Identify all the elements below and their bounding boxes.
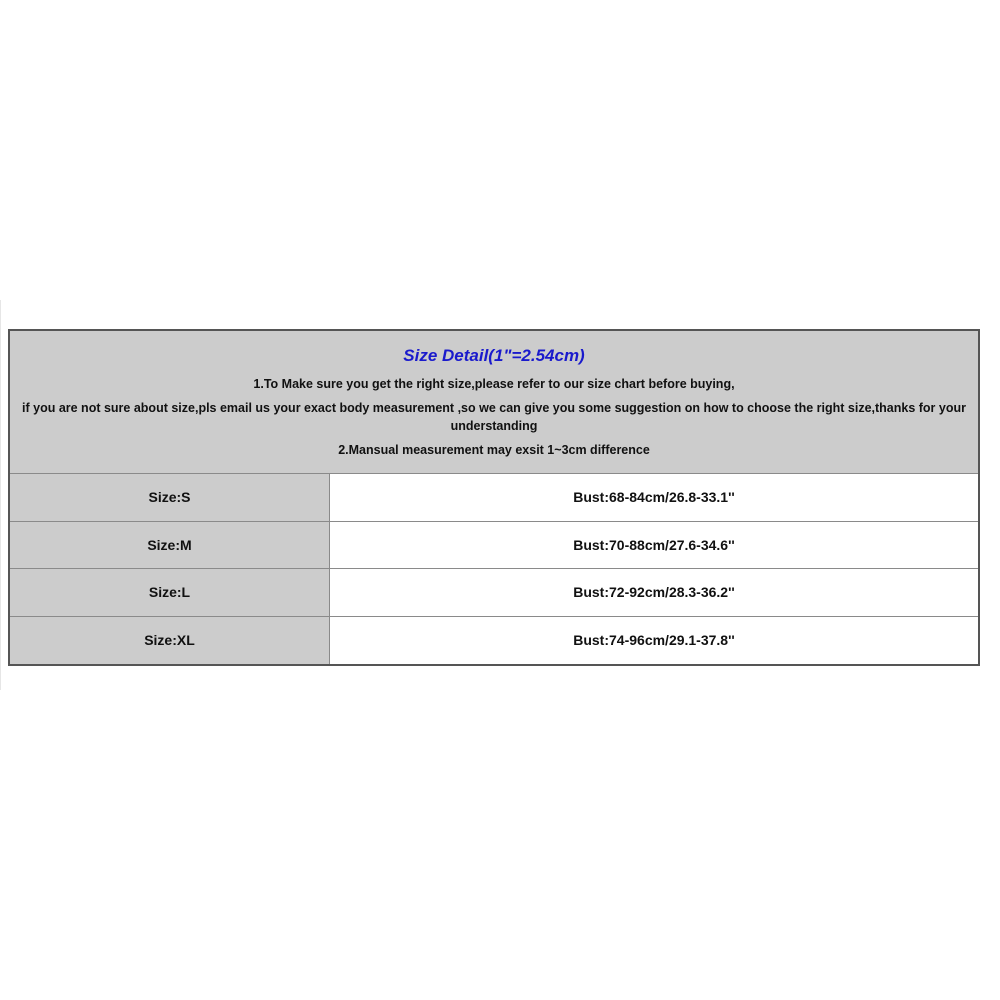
bust-cell: Bust:68-84cm/26.8-33.1'' (330, 474, 978, 521)
size-chart-note-1: 1.To Make sure you get the right size,please refer to our size chart before buying, (253, 377, 735, 391)
table-row (10, 522, 978, 570)
bust-cell: Bust:70-88cm/27.6-34.6'' (330, 522, 978, 569)
size-chart-note-2: if you are not sure about size,pls email us your exact body measurement ,so we can give you some suggestion on how to choose the right size,thanks for your understanding (22, 401, 966, 433)
bust-cell: Bust:72-92cm/28.3-36.2'' (330, 569, 978, 616)
table-row (10, 569, 978, 617)
bust-cell: Bust:74-96cm/29.1-37.8'' (330, 617, 978, 665)
size-chart-header (10, 331, 978, 474)
size-cell: Size:L (10, 569, 330, 616)
edge-line (0, 300, 1, 690)
size-chart-table (8, 329, 980, 666)
table-row (10, 617, 978, 665)
size-cell: Size:M (10, 522, 330, 569)
size-cell: Size:S (10, 474, 330, 521)
table-row (10, 474, 978, 522)
size-chart-title: Size Detail(1"=2.54cm) (403, 346, 585, 365)
size-cell: Size:XL (10, 617, 330, 665)
size-chart-note-3: 2.Mansual measurement may exsit 1~3cm difference (338, 443, 650, 457)
